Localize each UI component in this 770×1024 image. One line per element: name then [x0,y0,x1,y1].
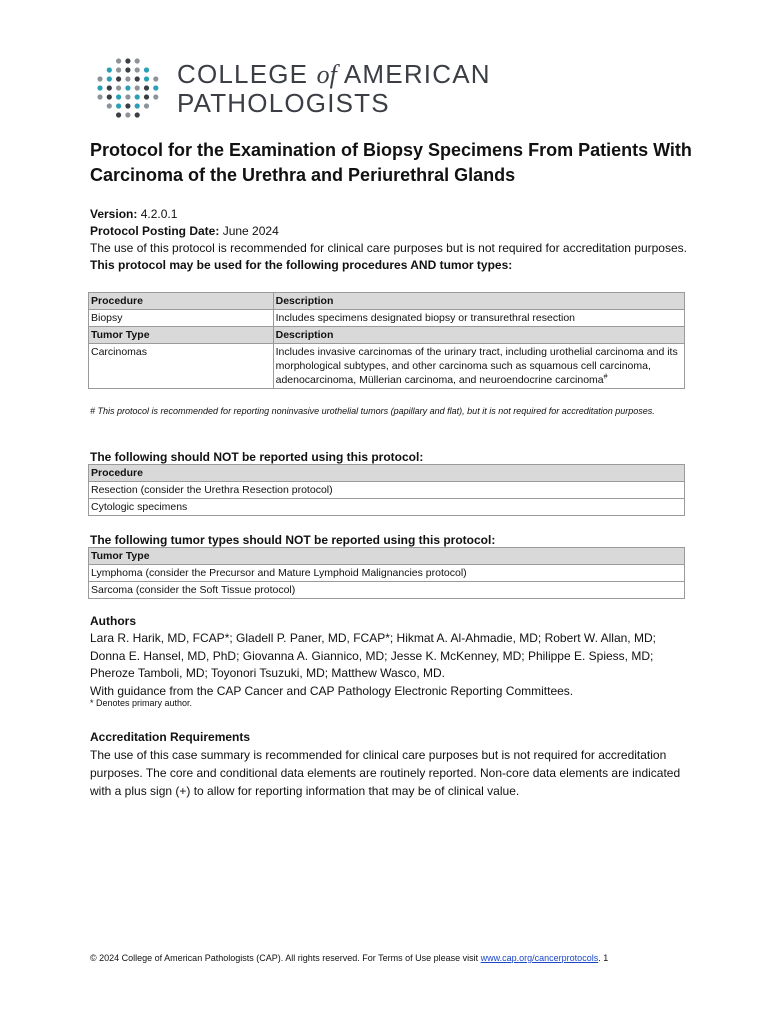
logo-wordmark [177,60,491,118]
procedure-header: Procedure [89,465,685,482]
procedures-heading: This protocol may be used for the following procedures AND tumor types: [90,258,513,272]
table-row [89,310,685,327]
logo-dot [125,103,130,108]
procedure-header: Procedure [89,293,274,310]
logo-dot [144,103,149,108]
procedure-description-cell: Includes specimens designated biopsy or transurethral resection [273,310,684,327]
tumor-type-header: Tumor Type [89,327,274,344]
table-header-row [89,293,685,310]
table-row [89,482,685,499]
version-label: Version: [90,207,138,221]
logo-dot [125,58,130,63]
authors-heading: Authors [90,614,136,628]
table-header-row [89,548,685,565]
primary-author-note: * Denotes primary author. [90,698,193,708]
logo-dot [116,94,121,99]
logo-dot [144,94,149,99]
table-cell: Cytologic specimens [89,499,685,516]
logo-dot [116,76,121,81]
description-header: Description [273,293,684,310]
footnote-mark: # [603,373,608,381]
procedures-table [88,292,685,389]
tumor-description-cell: Includes invasive carcinomas of the urinary tract, including urothelial carcinoma and its morphological subtypes, and other carcinoma such as squamous cell carcinoma, adenocarcinoma, Müllerian carcinoma, and neuroendocrine carcinoma# [273,344,684,389]
version-value: 4.2.0.1 [140,207,178,221]
logo-dot [153,85,158,90]
logo-dot [107,67,112,72]
page-footer [90,953,690,963]
accreditation-text: The use of this case summary is recommended for clinical care purposes but is not required for accreditation purposes. The core and conditional data elements are routinely reported. Non-core data elements are indicated with a plus sign (+) to allow for reporting information that may be of clinical value. [90,748,681,798]
cap-logo [95,56,495,120]
not-reported-tumors-heading: The following tumor types should NOT be reported using this protocol: [90,533,496,547]
logo-dot [107,103,112,108]
logo-dot [144,76,149,81]
authors-names: Lara R. Harik, MD, FCAP*; Gladell P. Paner, MD, FCAP*; Hikmat A. Al-Ahmadie, MD; Robert W. Allan, MD; Donna E. Hansel, MD, PhD; Giovanna A. Giannico, MD; Jesse K. McKenney, MD; Philippe E. Spiess, MD; Pheroze Tamboli, MD; Toyonori Tsuzuki, MD; Matthew Wasco, MD. [90,631,656,680]
procedure-cell: Biopsy [89,310,274,327]
logo-dot [97,76,102,81]
not-reported-heading: The following should NOT be reported using this protocol: [90,450,424,464]
logo-dot [135,94,140,99]
table-header-row [89,327,685,344]
logo-dot [107,85,112,90]
accreditation-heading: Accreditation Requirements [90,730,251,744]
protocol-meta [90,206,690,274]
cancer-protocols-link[interactable]: www.cap.org/cancerprotocols [480,953,599,963]
logo-dot [97,85,102,90]
table-row [89,582,685,599]
table-row [89,499,685,516]
logo-dot [107,76,112,81]
logo-dot [144,67,149,72]
logo-dot [135,76,140,81]
tumor-type-cell: Carcinomas [89,344,274,389]
tumor-description-header: Description [273,327,684,344]
logo-dot [135,85,140,90]
use-note: The use of this protocol is recommended for clinical care purposes but is not required for accreditation purposes. [90,241,687,255]
table-cell: Resection (consider the Urethra Resection protocol) [89,482,685,499]
posting-date-label: Protocol Posting Date: [90,224,220,238]
logo-dot [116,103,121,108]
table-cell: Lymphoma (consider the Precursor and Mature Lymphoid Malignancies protocol) [89,565,685,582]
page-number: . 1 [598,953,609,963]
logo-dot [125,94,130,99]
table-header-row [89,465,685,482]
logo-dot [125,76,130,81]
logo-dots-icon [95,56,161,120]
logo-dot [125,112,130,117]
copyright-text: © 2024 College of American Pathologists (CAP). All rights reserved. For Terms of Use please visit [90,953,481,963]
logo-dot [135,58,140,63]
logo-dot [144,85,149,90]
logo-line-1: COLLEGE of AMERICAN [177,59,491,89]
tumor-type-header: Tumor Type [89,548,685,565]
table-cell: Sarcoma (consider the Soft Tissue protocol) [89,582,685,599]
logo-line-2: PATHOLOGISTS [177,88,390,118]
logo-dot [116,67,121,72]
logo-dot [135,103,140,108]
logo-dot [116,112,121,117]
logo-dot [125,67,130,72]
table-row [89,344,685,389]
logo-dot [97,94,102,99]
logo-dot [153,76,158,81]
logo-dot [125,85,130,90]
logo-dot [116,58,121,63]
logo-dot [135,112,140,117]
logo-dot [153,94,158,99]
not-reported-tumors-table [88,547,685,599]
table-row [89,565,685,582]
posting-date-value: June 2024 [222,224,279,238]
logo-dot [116,85,121,90]
document-title: Protocol for the Examination of Biopsy Specimens From Patients With Carcinoma of the Urethra and Periurethral Glands [90,140,692,185]
logo-dot [107,94,112,99]
authors-block [90,630,690,700]
table-footnote: # This protocol is recommended for reporting noninvasive urothelial tumors (papillary and flat), but it is not required for accreditation purposes. [90,406,655,416]
authors-guidance: With guidance from the CAP Cancer and CAP Pathology Electronic Reporting Committees. [90,683,574,698]
logo-dot [135,67,140,72]
not-reported-table [88,464,685,516]
